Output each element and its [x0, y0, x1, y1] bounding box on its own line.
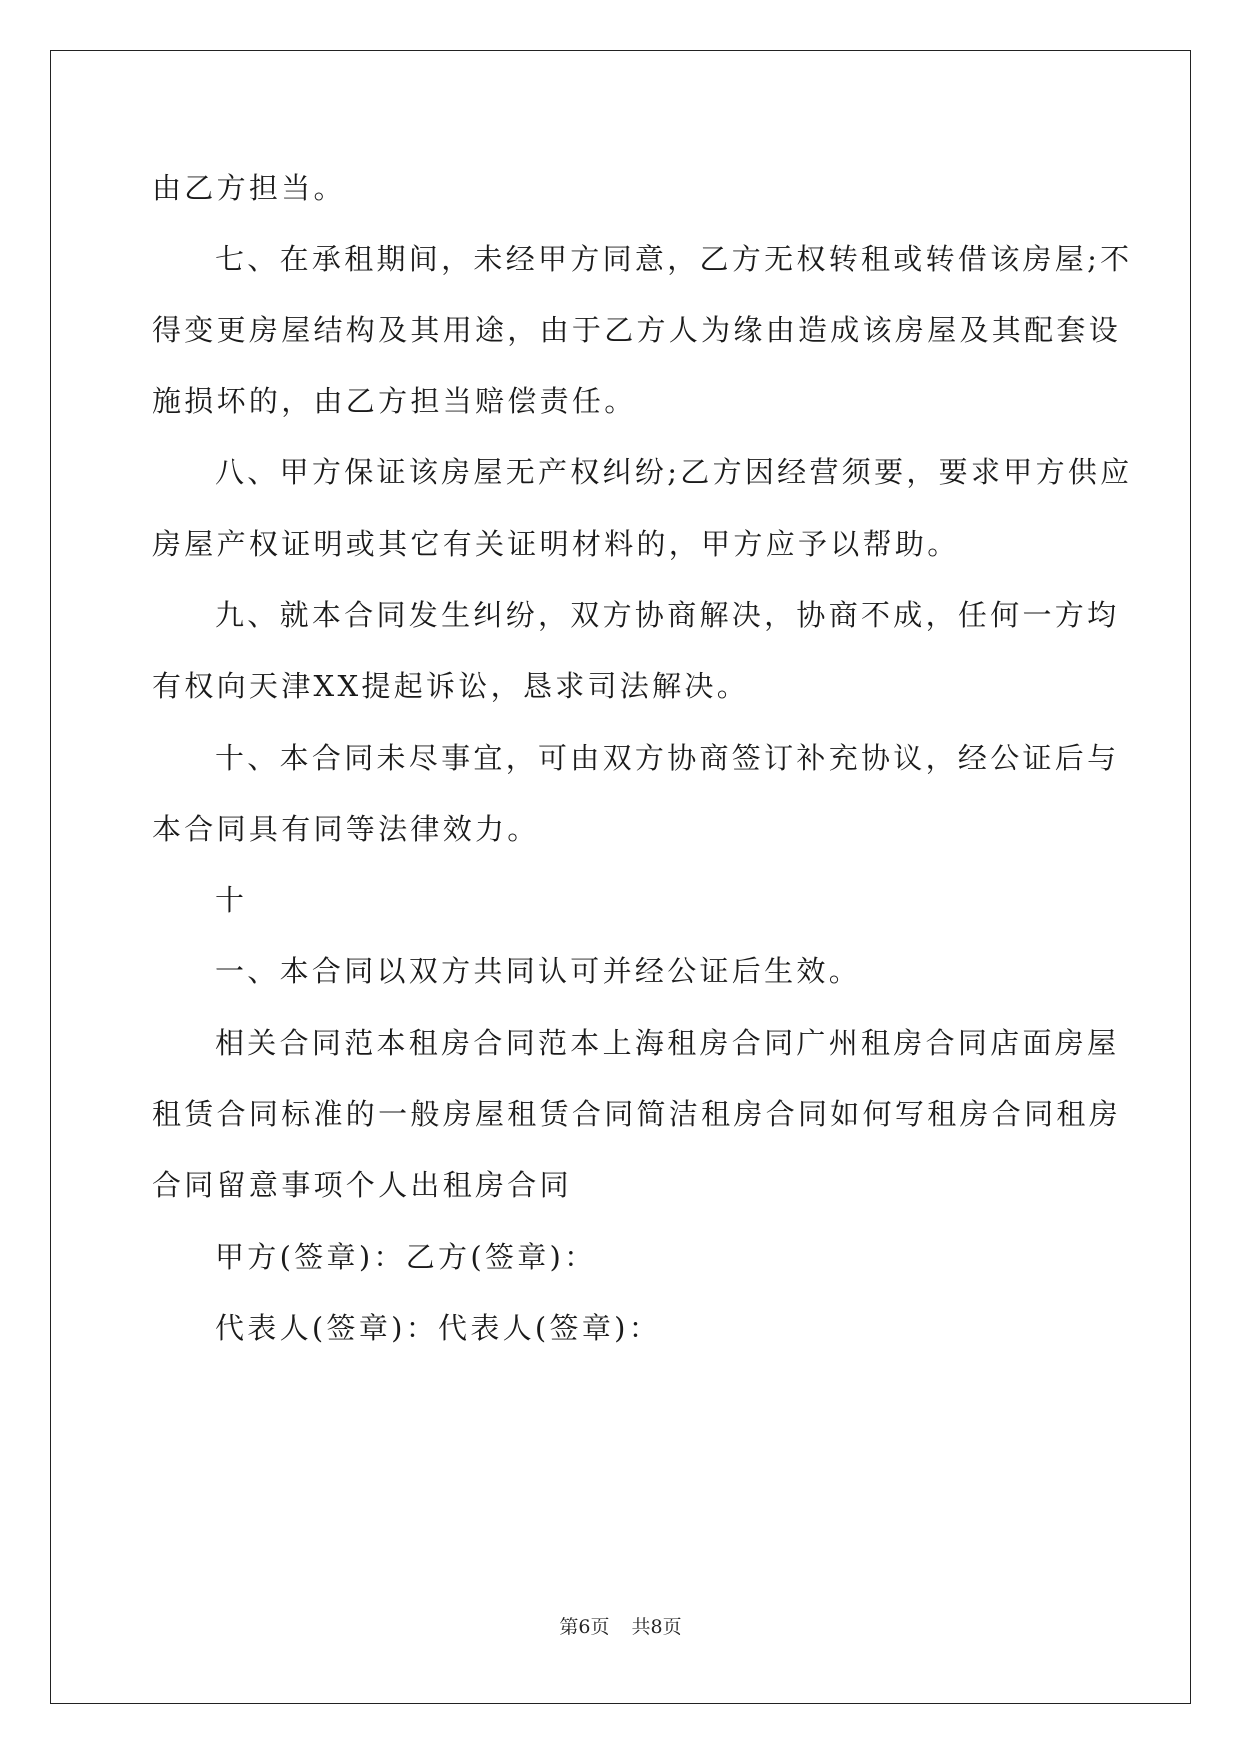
signature-line-representative: 代表人(签章)：代表人(签章)： [215, 1311, 662, 1345]
text-line: 房屋产权证明或其它有关证明材料的，甲方应予以帮助。 [152, 527, 960, 561]
text-line: 七、在承租期间，未经甲方同意，乙方无权转租或转借该房屋;不 [215, 242, 1133, 276]
page-frame [50, 50, 1191, 1704]
text-line: 九、就本合同发生纠纷，双方协商解决，协商不成，任何一方均 [215, 598, 1120, 632]
text-line: 租赁合同标准的一般房屋租赁合同简洁租房合同如何写租房合同租房 [152, 1097, 1122, 1131]
text-line: 合同留意事项个人出租房合同 [152, 1168, 572, 1202]
text-line: 十 [215, 883, 248, 917]
text-line: 十、本合同未尽事宜，可由双方协商签订补充协议，经公证后与 [215, 741, 1120, 775]
page-current: 第6页 [559, 1616, 610, 1638]
text-line: 有权向天津XX提起诉讼，恳求司法解决。 [152, 669, 749, 703]
text-line: 相关合同范本租房合同范本上海租房合同广州租房合同店面房屋 [215, 1026, 1120, 1060]
text-line: 一、本合同以双方共同认可并经公证后生效。 [215, 954, 862, 988]
page-total: 共8页 [631, 1616, 682, 1638]
signature-line-party: 甲方(签章)：乙方(签章)： [215, 1240, 597, 1274]
text-line: 八、甲方保证该房屋无产权纠纷;乙方因经营须要，要求甲方供应 [215, 455, 1133, 489]
page-footer [0, 1615, 1241, 1639]
text-line: 施损坏的，由乙方担当赔偿责任。 [152, 384, 637, 418]
text-line: 由乙方担当。 [152, 171, 346, 205]
text-line: 本合同具有同等法律效力。 [152, 812, 540, 846]
text-line: 得变更房屋结构及其用途，由于乙方人为缘由造成该房屋及其配套设 [152, 313, 1122, 347]
